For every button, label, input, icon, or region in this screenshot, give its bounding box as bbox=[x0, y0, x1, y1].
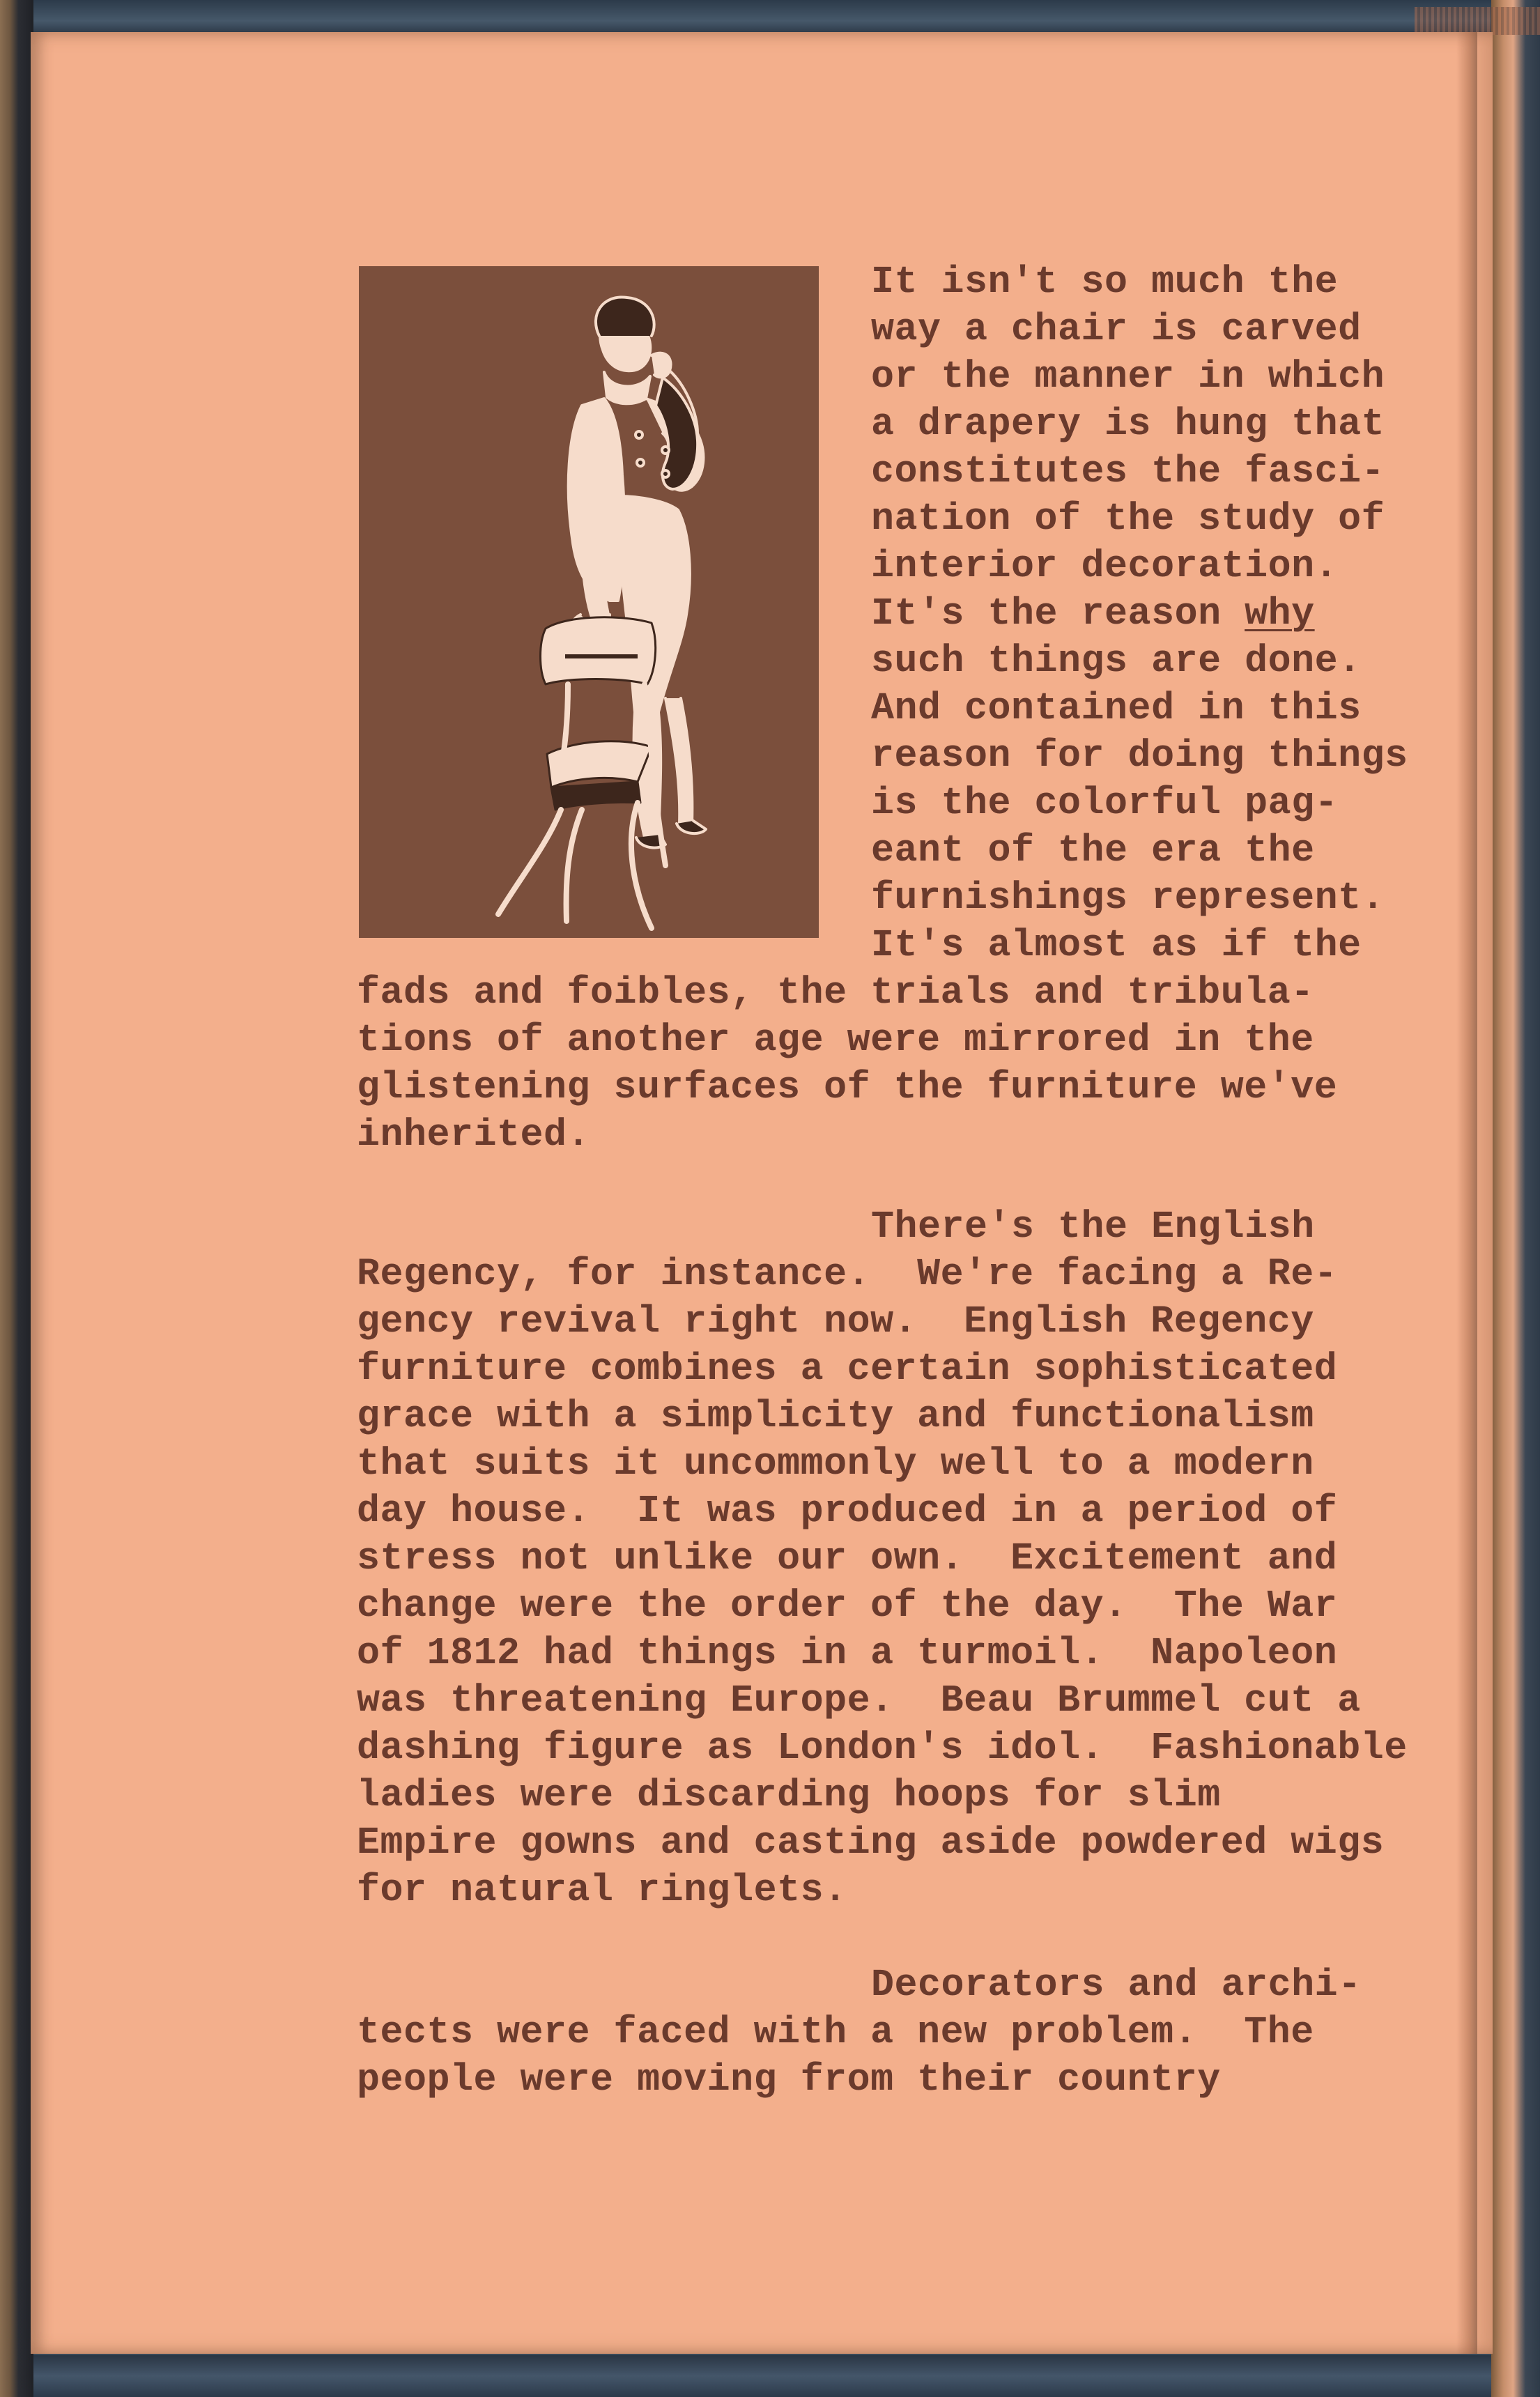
paragraph-1-line-3: or the manner in which bbox=[871, 355, 1385, 399]
paragraph-2-line-8: stress not unlike our own. Excitement and bbox=[357, 1536, 1338, 1580]
paragraph-1-line-1: It isn't so much the bbox=[871, 260, 1339, 304]
regency-gentleman-illustration bbox=[359, 266, 819, 938]
paragraph-1-line-11: reason for doing things bbox=[871, 734, 1408, 778]
paragraph-2-line-6: that suits it uncommonly well to a modern bbox=[357, 1442, 1314, 1486]
paragraph-1-line-6: nation of the study of bbox=[871, 497, 1385, 541]
paragraph-1-line-15: It's almost as if the bbox=[871, 923, 1362, 967]
paragraph-2-line-14: Empire gowns and casting aside powdered wigs bbox=[357, 1821, 1385, 1865]
paragraph-2-line-12: dashing figure as London's idol. Fashionable bbox=[357, 1726, 1408, 1770]
paragraph-2-line-11: was threatening Europe. Beau Brummel cut a bbox=[357, 1679, 1361, 1722]
paragraph-1-line-5: constitutes the fasci- bbox=[871, 449, 1385, 493]
illustration-drawing bbox=[359, 266, 819, 938]
paragraph-2-line-13: ladies were discarding hoops for slim bbox=[357, 1773, 1221, 1817]
paragraph-2-line-4: furniture combines a certain sophisticated bbox=[357, 1347, 1338, 1391]
paragraph-2-line-15: for natural ringlets. bbox=[357, 1868, 847, 1912]
paragraph-1-line-17: tions of another age were mirrored in the bbox=[357, 1018, 1314, 1062]
paragraph-1-line-7: interior decoration. bbox=[871, 544, 1339, 588]
cover-trim-pattern bbox=[1415, 7, 1540, 35]
book-cover-right bbox=[1491, 0, 1540, 2397]
paragraph-2-line-2: Regency, for instance. We're facing a Re- bbox=[357, 1252, 1338, 1296]
paragraph-1-line-2: way a chair is carved bbox=[871, 307, 1362, 351]
paragraph-3-line-1: Decorators and archi- bbox=[871, 1963, 1362, 2007]
paragraph-1-line-8 bbox=[871, 592, 1315, 635]
paragraph-1-line-19: inherited. bbox=[357, 1113, 591, 1157]
page-edge-shadow bbox=[1456, 32, 1477, 2354]
paragraph-1-line-16: fads and foibles, the trials and tribula- bbox=[357, 971, 1314, 1015]
book-cover-left bbox=[0, 0, 33, 2397]
paragraph-1-line-18: glistening surfaces of the furniture we've bbox=[357, 1065, 1338, 1109]
paragraph-1-line-4: a drapery is hung that bbox=[871, 402, 1385, 446]
book-cover-bottom bbox=[0, 2355, 1540, 2397]
paragraph-2-line-7: day house. It was produced in a period of bbox=[357, 1489, 1338, 1533]
paragraph-1-line-13: eant of the era the bbox=[871, 828, 1315, 872]
paragraph-1-line-12: is the colorful pag- bbox=[871, 781, 1339, 825]
book-cover-top bbox=[0, 0, 1540, 35]
emphasis-word: why bbox=[1245, 592, 1315, 635]
paragraph-2-line-9: change were the order of the day. The War bbox=[357, 1584, 1338, 1628]
paragraph-2-line-10: of 1812 had things in a turmoil. Napoleon bbox=[357, 1631, 1338, 1675]
paragraph-2-line-5: grace with a simplicity and functionalism bbox=[357, 1394, 1314, 1438]
paragraph-2-line-3: gency revival right now. English Regency bbox=[357, 1300, 1314, 1343]
paragraph-1-line-14: furnishings represent. bbox=[871, 876, 1385, 920]
paragraph-3-line-2: tects were faced with a new problem. The bbox=[357, 2010, 1314, 2054]
paragraph-2-line-1: There's the English bbox=[871, 1205, 1315, 1249]
paragraph-1-line-8-text: It's the reason bbox=[871, 592, 1245, 635]
paragraph-1-line-9: such things are done. bbox=[871, 639, 1362, 683]
paragraph-1-line-10: And contained in this bbox=[871, 686, 1362, 730]
paragraph-3-line-3: people were moving from their country bbox=[357, 2058, 1221, 2102]
